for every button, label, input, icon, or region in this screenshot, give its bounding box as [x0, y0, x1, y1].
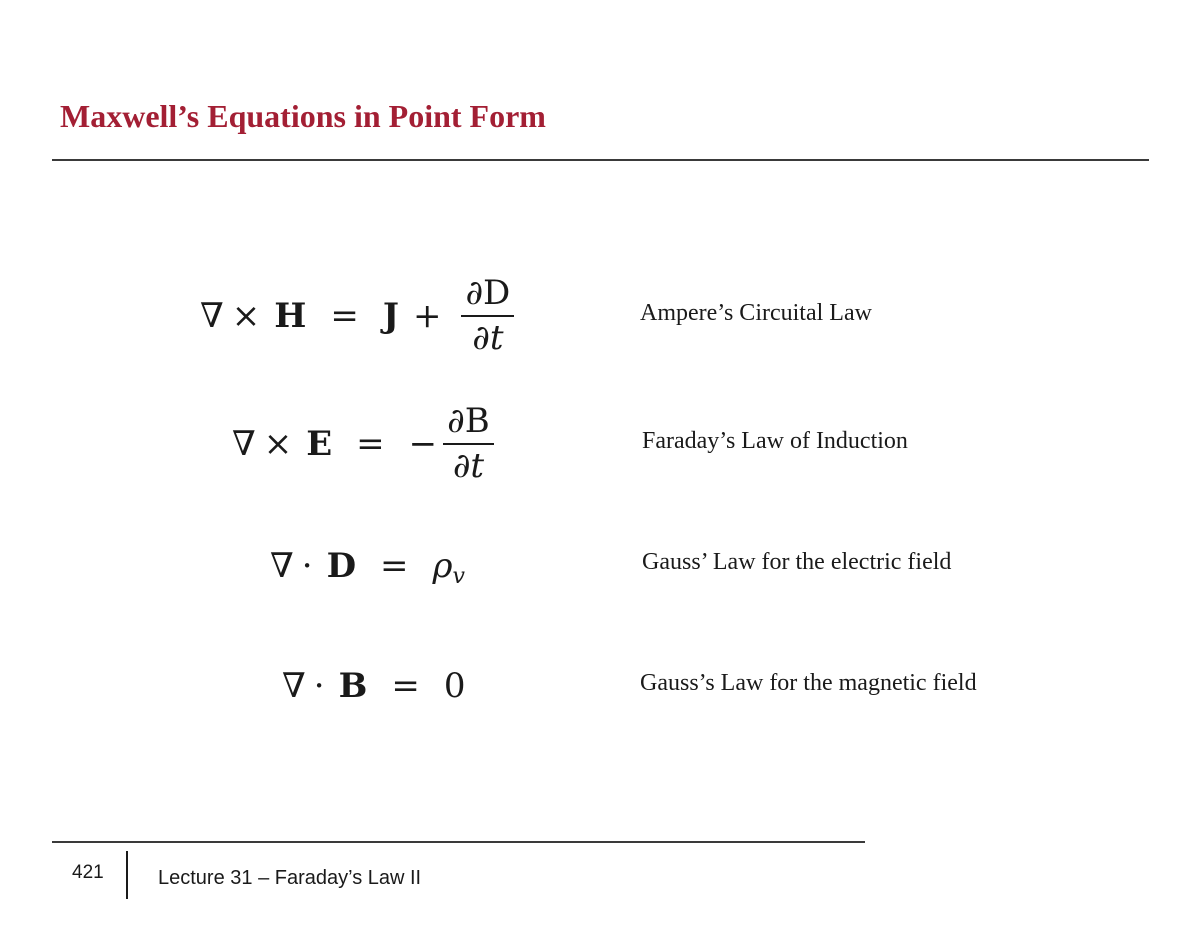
law-label-gauss-magnetic: Gauss’s Law for the magnetic field: [640, 670, 977, 696]
equation-gauss-magnetic: [282, 666, 465, 706]
field-symbol: H: [274, 296, 307, 337]
fraction-numerator: ∂D: [465, 273, 511, 313]
equation-faraday: [232, 402, 500, 486]
equation-ampere: [200, 274, 520, 358]
lecture-label: Lecture 31 – Faraday’s Law II: [158, 867, 422, 889]
equals-sign: =: [391, 666, 420, 706]
equals-sign: =: [380, 546, 409, 586]
current-density-symbol: J: [382, 296, 399, 337]
fraction-numerator: ∂B: [447, 401, 490, 441]
fraction-bar: [461, 315, 514, 317]
nabla-symbol: ∇: [232, 424, 256, 465]
displacement-fraction: [461, 274, 514, 358]
law-label-ampere: Ampere’s Circuital Law: [640, 300, 872, 326]
plus-sign: +: [412, 296, 442, 337]
zero-value: 0: [443, 666, 466, 706]
dot-operator: ·: [313, 666, 325, 706]
equals-sign: =: [356, 424, 385, 465]
nabla-symbol: ∇: [200, 296, 224, 337]
equation-gauss-electric: [270, 546, 465, 589]
dot-operator: ·: [301, 546, 313, 586]
field-symbol: D: [326, 546, 357, 586]
nabla-symbol: ∇: [270, 546, 294, 586]
minus-sign: −: [408, 424, 438, 465]
slide-title: Maxwell’s Equations in Point Form: [60, 98, 546, 134]
nabla-symbol: ∇: [282, 666, 306, 706]
field-symbol: E: [306, 424, 333, 465]
field-symbol: B: [338, 666, 368, 706]
law-label-faraday: Faraday’s Law of Induction: [642, 428, 908, 454]
charge-density-symbol: ρ: [432, 546, 453, 586]
cross-operator: ×: [263, 424, 293, 465]
fraction-denominator: ∂t: [452, 446, 485, 487]
fraction-bar: [443, 443, 494, 445]
cross-operator: ×: [231, 296, 261, 337]
title-divider: [52, 159, 1149, 161]
page-number: 421: [72, 862, 104, 883]
equals-sign: =: [330, 296, 359, 337]
induction-fraction: [443, 402, 494, 486]
footer-divider: [52, 841, 865, 843]
law-label-gauss-electric: Gauss’ Law for the electric field: [642, 549, 952, 575]
fraction-denominator: ∂t: [472, 318, 504, 359]
footer-vertical-divider: [126, 851, 128, 899]
charge-density-subscript: v: [452, 563, 465, 589]
